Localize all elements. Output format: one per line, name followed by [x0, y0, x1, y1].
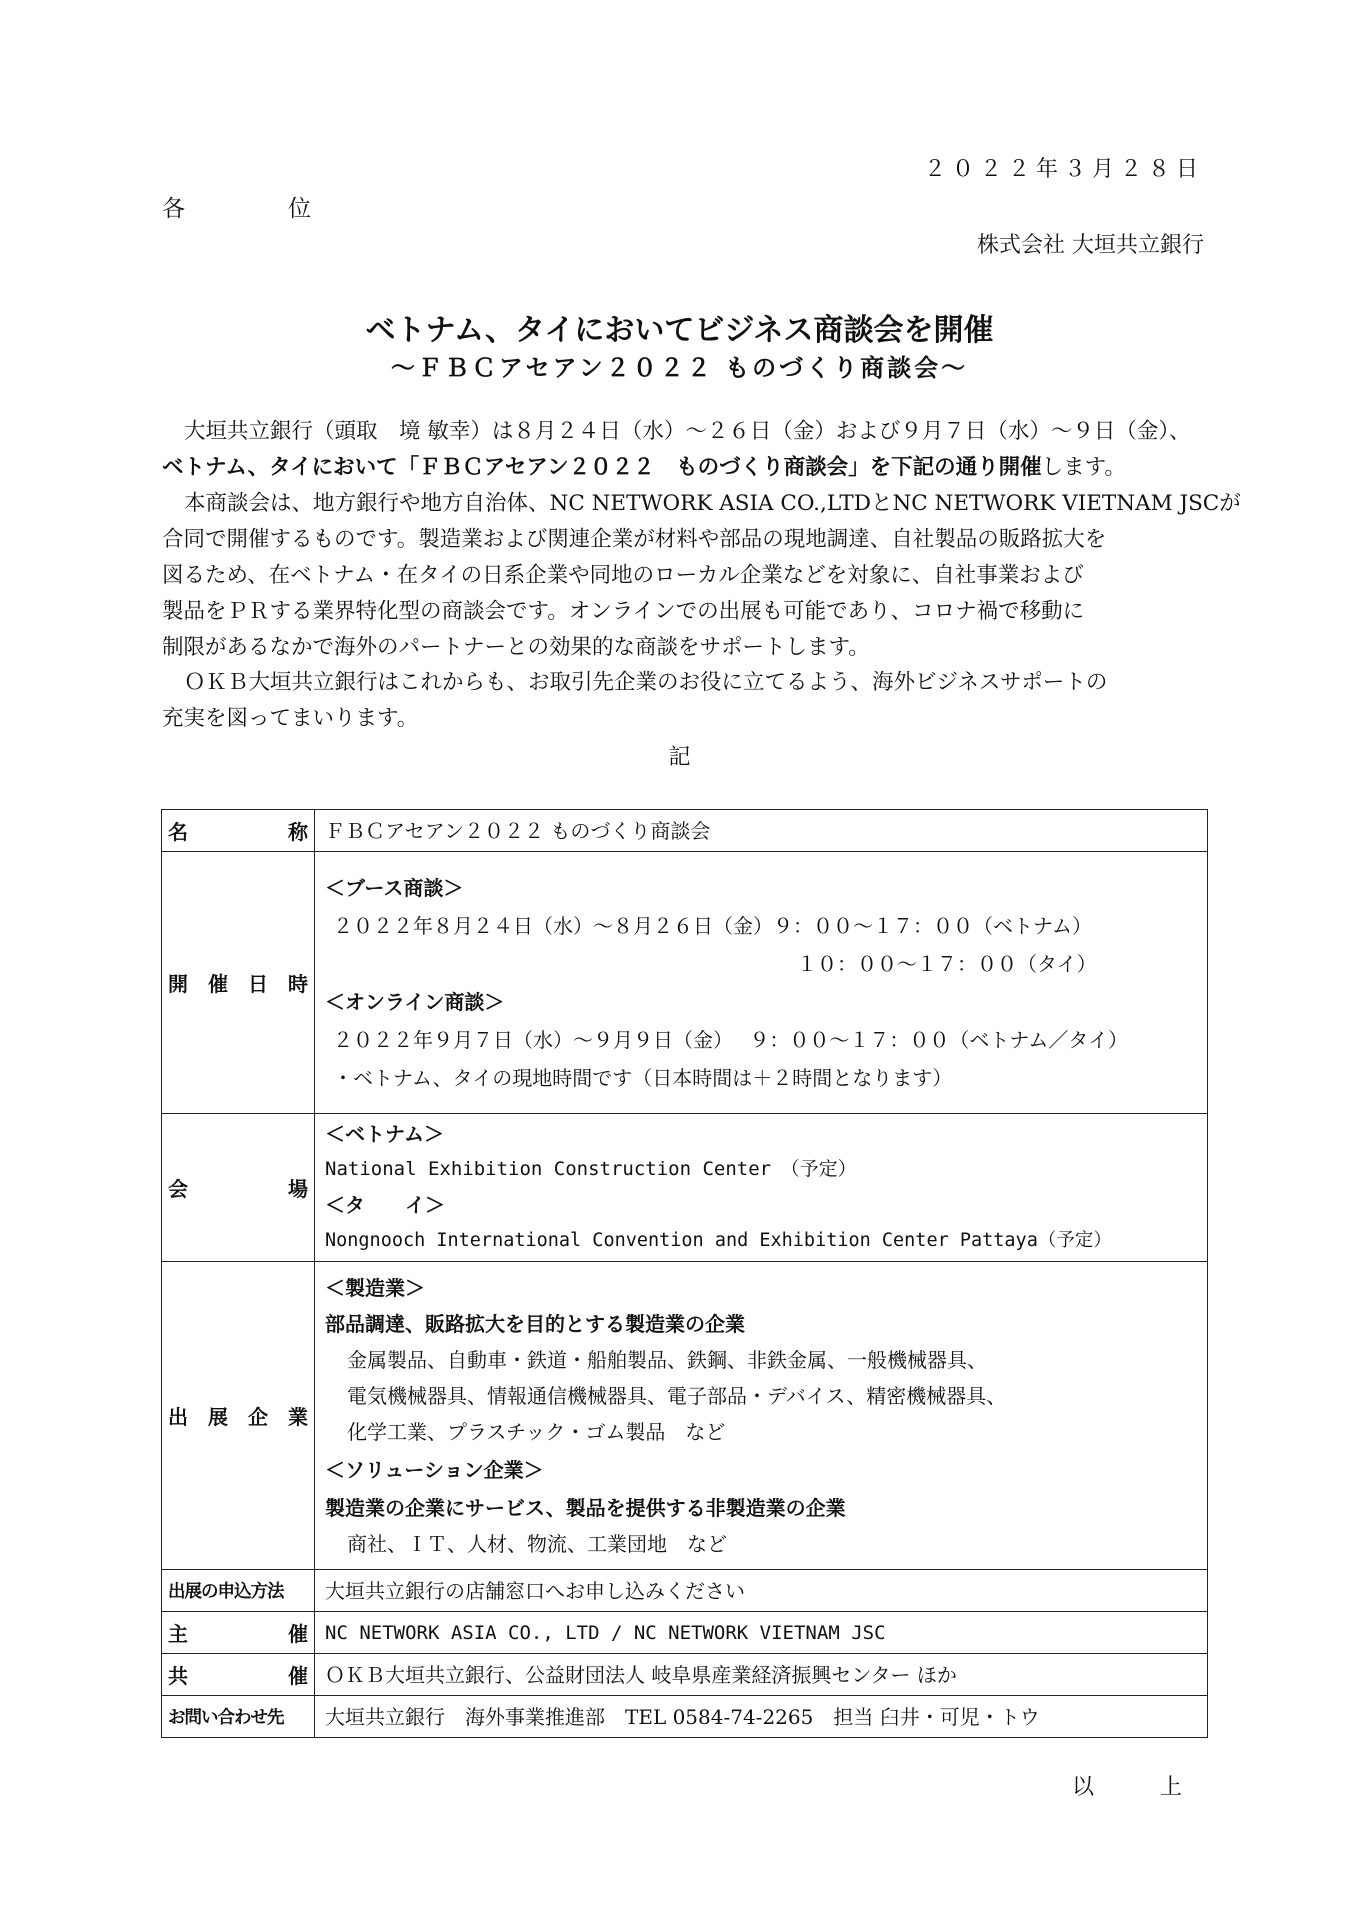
label-name: 名 称: [162, 810, 315, 852]
paragraph-line: 制限があるなかで海外のパートナーとの効果的な商談をサポートします。: [162, 635, 870, 660]
venue-vietnam: National Exhibition Construction Center （予定）: [325, 1157, 857, 1180]
addressee: 各 位: [162, 196, 351, 222]
issuer-name: 株式会社 大垣共立銀行: [977, 233, 1204, 258]
organizer-name: NC NETWORK ASIA CO., LTD / NC NETWORK VIETNAM JSC: [325, 1621, 886, 1644]
manufacturing-heading: ＜製造業＞: [325, 1275, 425, 1300]
apply-method: 大垣共立銀行の店舗窓口へお申し込みください: [325, 1578, 745, 1603]
online-heading: ＜オンライン商談＞: [325, 989, 505, 1014]
manufacturing-item: 化学工業、プラスチック・ゴム製品 など: [347, 1419, 726, 1444]
value-name: [315, 810, 1208, 852]
label-venue: 会 場: [162, 1114, 315, 1262]
paragraph-line: 図るため、在ベトナム・在タイの日系企業や同地のローカル企業などを対象に、自社事業および: [162, 563, 1084, 588]
table-row-contact: [162, 1696, 1208, 1738]
label-dates: 開催日時: [162, 852, 315, 1114]
cosponsor-names: ＯＫＢ大垣共立銀行、公益財団法人 岐阜県産業経済振興センター ほか: [325, 1662, 957, 1687]
paragraph-intro: [162, 414, 1207, 486]
value-contact: [315, 1696, 1208, 1738]
contact-info: 大垣共立銀行 海外事業推進部 TEL 0584-74-2265 担当 臼井・可児・トウ: [325, 1704, 1040, 1729]
paragraph-closing: [162, 665, 1207, 737]
table-row-cosponsor: [162, 1654, 1208, 1696]
value-apply: [315, 1570, 1208, 1612]
table-row-exhibitors: [162, 1262, 1208, 1570]
closing-mark: 以 上: [1071, 1775, 1204, 1800]
table-row-venue: [162, 1114, 1208, 1262]
paragraph-overview: [162, 486, 1241, 666]
paragraph-line: 大垣共立銀行（頭取 境 敏幸）は８月２４日（水）～２６日（金）および９月７日（水）～９日（金）、: [184, 419, 1191, 444]
highlight-text: ベトナム、タイにおいて「ＦＢＣアセアン２０２２ ものづくり商談会」を下記の通り開催: [162, 455, 1042, 480]
table-row-apply: [162, 1570, 1208, 1612]
label-contact: お問い合わせ先: [162, 1696, 315, 1738]
venue-thailand: Nongnooch International Convention and Exhibition Center Pattaya（予定）: [325, 1229, 1112, 1251]
venue-vietnam-heading: ＜ベトナム＞: [325, 1121, 444, 1146]
paragraph-line: ＯＫＢ大垣共立銀行はこれからも、お取引先企業のお役に立てるよう、海外ビジネスサポートの: [184, 670, 1108, 695]
label-exhibitors: 出展企業: [162, 1262, 315, 1570]
manufacturing-item: 電気機械器具、情報通信機械器具、電子部品・デバイス、精密機械器具、: [347, 1383, 1007, 1408]
solution-items: 商社、ＩＴ、人材、物流、工業団地 など: [347, 1531, 727, 1556]
table-row-dates: [162, 852, 1208, 1114]
paragraph-line: 充実を図ってまいります。: [162, 706, 419, 731]
label-apply: 出展の申込方法: [162, 1570, 315, 1612]
event-name: ＦＢＣアセアン２０２２ ものづくり商談会: [325, 818, 711, 843]
value-venue: [315, 1114, 1208, 1262]
document-title: ベトナム、タイにおいてビジネス商談会を開催: [365, 313, 994, 348]
value-exhibitors: [315, 1262, 1208, 1570]
solution-heading: ＜ソリューション企業＞: [325, 1457, 544, 1482]
paragraph-line: [162, 450, 1207, 486]
label-organizer: 主 催: [162, 1612, 315, 1654]
document-subtitle: ～ＦＢＣアセアン２０２２ ものづくり商談会～: [390, 354, 969, 382]
table-row-name: [162, 810, 1208, 852]
time-note: ・ベトナム、タイの現地時間です（日本時間は＋２時間となります）: [333, 1065, 953, 1090]
booth-heading: ＜ブース商談＞: [325, 875, 464, 900]
label-cosponsor: 共 催: [162, 1654, 315, 1696]
paragraph-line: 合同で開催するものです。製造業および関連企業が材料や部品の現地調達、自社製品の販路拡大を: [162, 527, 1107, 552]
ki-marker: 記: [668, 745, 691, 770]
paragraph-line: 製品をＰＲする業界特化型の商談会です。オンラインでの出展も可能であり、コロナ禍で移動に: [162, 599, 1085, 624]
manufacturing-description: 部品調達、販路拡大を目的とする製造業の企業: [325, 1311, 745, 1336]
venue-thailand-heading: ＜タ イ＞: [325, 1192, 445, 1217]
value-organizer: [315, 1612, 1208, 1654]
booth-schedule-vietnam: ２０２２年８月２４日（水）～８月２６日（金）９：００～１７：００（ベトナム）: [333, 913, 1092, 938]
event-details-table: [161, 809, 1208, 1738]
value-dates: [315, 852, 1208, 1114]
solution-description: 製造業の企業にサービス、製品を提供する非製造業の企業: [325, 1495, 846, 1520]
value-cosponsor: [315, 1654, 1208, 1696]
paragraph-line: 本商談会は、地方銀行や地方自治体、NC NETWORK ASIA CO.,LTDとNC NETWORK VIETNAM JSCが: [184, 491, 1241, 516]
table-row-organizer: [162, 1612, 1208, 1654]
release-date: ２０２２年３月２８日: [923, 157, 1204, 182]
paragraph-text: します。: [1041, 455, 1126, 480]
manufacturing-item: 金属製品、自動車・鉄道・船舶製品、鉄鋼、非鉄金属、一般機械器具、: [347, 1347, 987, 1372]
online-schedule: ２０２２年９月７日（水）～９月９日（金） ９：００～１７：００（ベトナム／タイ）: [333, 1027, 1128, 1052]
booth-schedule-thailand: １０：００～１７：００（タイ）: [797, 951, 1097, 976]
